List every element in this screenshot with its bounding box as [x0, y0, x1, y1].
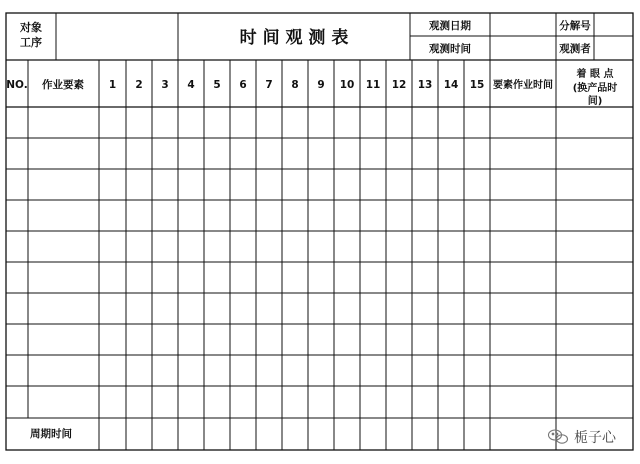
- col-header-observation: 2: [135, 79, 143, 91]
- observation-date-label: 观测日期: [429, 20, 471, 32]
- cycle-time-label: 周期时间: [30, 428, 72, 440]
- col-header-observation: 10: [339, 79, 355, 91]
- object-label: 对象: [20, 21, 42, 34]
- col-header-observation: 14: [443, 79, 459, 91]
- col-header-observation: 15: [469, 79, 485, 91]
- page-title: 时 间 观 测 表: [239, 28, 349, 48]
- table-grid: [6, 60, 633, 450]
- col-header-observation: 3: [161, 79, 169, 91]
- watermark: [549, 429, 617, 446]
- watermark-text: 栀子心: [574, 430, 616, 446]
- observation-time-label: 观测时间: [429, 43, 471, 55]
- col-header-element: 作业要素: [42, 79, 84, 91]
- col-header-observation: 11: [365, 79, 381, 91]
- col-header-element-time: 要素作业时间: [493, 80, 553, 91]
- process-label: 工序: [20, 36, 42, 49]
- col-header-observation: 1: [108, 79, 117, 91]
- col-header-observation: 13: [417, 79, 433, 91]
- col-header-observation: 8: [291, 79, 299, 91]
- col-header-focus-line3: 间): [587, 96, 603, 107]
- wechat-icon: [549, 430, 568, 443]
- col-header-focus-line2: (换产品时: [572, 83, 618, 94]
- column-headers: [6, 67, 617, 107]
- col-header-observation: 9: [317, 79, 325, 91]
- col-header-observation: 7: [265, 79, 273, 91]
- col-header-observation: 4: [187, 79, 195, 91]
- observation-number-headers: [109, 79, 484, 91]
- col-header-observation: 5: [213, 79, 221, 91]
- col-header-observation: 12: [391, 79, 407, 91]
- decomposition-no-label: 分解号: [559, 20, 591, 32]
- col-header-no: NO.: [6, 79, 28, 91]
- col-header-focus-line1: 着 眼 点: [576, 69, 614, 80]
- header: [6, 13, 633, 60]
- col-header-observation: 6: [239, 79, 247, 91]
- observer-label: 观测者: [559, 43, 591, 55]
